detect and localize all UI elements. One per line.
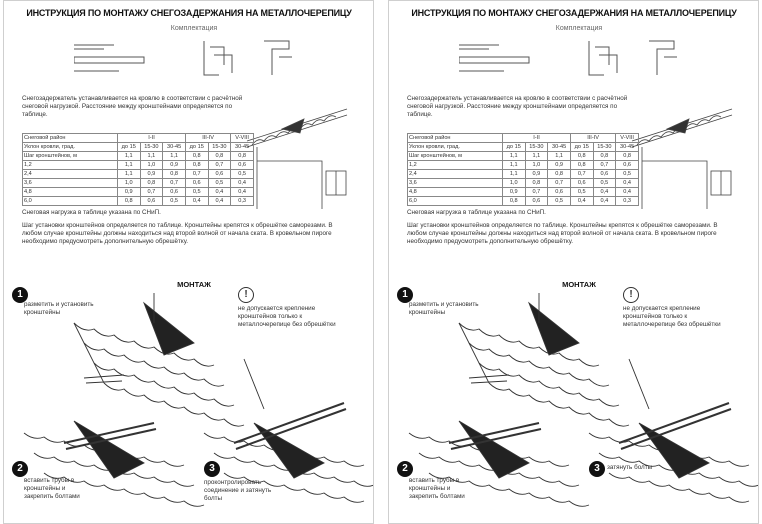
table-cell: 3,6 bbox=[408, 179, 503, 188]
kit-subtitle: Комплектация bbox=[555, 25, 603, 32]
warning-text: не допускается крепление кронштейнов только к металлочерепице без обрешётки bbox=[623, 305, 721, 328]
table-cell: 0,5 bbox=[548, 197, 571, 206]
sheet-title: ИНСТРУКЦИЯ ПО МОНТАЖУ СНЕГОЗАДЕРЖАНИЯ НА МЕТАЛЛОЧЕРЕПИЦУ bbox=[26, 8, 352, 18]
table-cell: 0,4 bbox=[231, 179, 254, 188]
table-cell: 0,5 bbox=[163, 197, 186, 206]
table-cell: до 15 bbox=[503, 143, 526, 152]
step-text: разметить и установить кронштейны bbox=[409, 301, 479, 316]
table-cell: 0,4 bbox=[231, 188, 254, 197]
instruction-sheet-left bbox=[3, 0, 374, 524]
table-cell: 0,5 bbox=[570, 188, 593, 197]
table-row bbox=[23, 188, 254, 197]
step-number-badge: 1 bbox=[397, 287, 413, 303]
table-cell: 0,4 bbox=[593, 197, 616, 206]
table-row bbox=[408, 179, 639, 188]
table-cell: 0,6 bbox=[208, 170, 231, 179]
table-header-cell: I-II bbox=[503, 134, 571, 143]
table-cell: 0,9 bbox=[163, 161, 186, 170]
warning-icon: ! bbox=[623, 287, 639, 303]
table-cell: 0,9 bbox=[140, 170, 163, 179]
snow-load-table bbox=[22, 133, 254, 206]
table-cell: 0,8 bbox=[185, 161, 208, 170]
table-cell: 0,6 bbox=[616, 161, 639, 170]
kit-subtitle: Комплектация bbox=[170, 25, 218, 32]
table-row bbox=[23, 170, 254, 179]
table-cell: 0,5 bbox=[593, 179, 616, 188]
table-cell: 0,8 bbox=[118, 197, 141, 206]
step-number-badge: 2 bbox=[397, 461, 413, 477]
table-cell: 2,4 bbox=[23, 170, 118, 179]
table-cell: 0,6 bbox=[140, 197, 163, 206]
table-row bbox=[23, 143, 254, 152]
table-cell: 0,9 bbox=[525, 170, 548, 179]
mounting-section-title: МОНТАЖ bbox=[562, 280, 596, 289]
table-cell: 1,1 bbox=[548, 152, 571, 161]
table-cell: 0,5 bbox=[208, 179, 231, 188]
table-cell: 0,5 bbox=[231, 170, 254, 179]
table-cell: 1,1 bbox=[118, 161, 141, 170]
table-header-cell: V-VIII bbox=[231, 134, 254, 143]
table-cell: 0,5 bbox=[185, 188, 208, 197]
table-cell: 0,7 bbox=[525, 188, 548, 197]
step-number-badge: 1 bbox=[12, 287, 28, 303]
table-cell: 0,6 bbox=[525, 197, 548, 206]
table-cell: 1,1 bbox=[118, 170, 141, 179]
table-cell: 0,4 bbox=[593, 188, 616, 197]
table-header-cell: Снеговой район bbox=[23, 134, 118, 143]
table-cell: 0,8 bbox=[525, 179, 548, 188]
table-row bbox=[408, 152, 639, 161]
table-header-cell: III-IV bbox=[185, 134, 230, 143]
table-cell: 30-45 bbox=[616, 143, 639, 152]
step-text: проконтролировать соединение и затянуть болты bbox=[204, 479, 272, 502]
table-cell: 0,8 bbox=[140, 179, 163, 188]
table-row bbox=[408, 143, 639, 152]
table-cell: 1,1 bbox=[118, 152, 141, 161]
table-cell: 30-45 bbox=[163, 143, 186, 152]
table-cell: 0,6 bbox=[570, 179, 593, 188]
warning-icon: ! bbox=[238, 287, 254, 303]
instruction-paragraph: Шаг установки кронштейнов определяется по таблице. Кронштейны крепятся к обрешётке саморезами. В любом случае кронштейны должны находиться над второй волной от начала ската. В кровельном пироге необходимо предусмотреть дополнительную обрешётку. bbox=[22, 222, 333, 245]
table-cell: 0,8 bbox=[185, 152, 208, 161]
roof-section-figure bbox=[627, 101, 737, 211]
step-text: вставить трубы в кронштейны и закрепить болтами bbox=[24, 477, 80, 500]
kit-components-figure bbox=[459, 35, 679, 83]
table-cell: Шаг кронштейнов, м bbox=[408, 152, 503, 161]
table-cell: 0,6 bbox=[593, 170, 616, 179]
kit-components-figure bbox=[74, 35, 294, 83]
table-cell: 0,5 bbox=[616, 170, 639, 179]
intro-text: Снегозадержатель устанавливается на кровлю в соответствии с расчётной снеговой нагрузкой. Расстояние между кронштейнами определяется по таблице. bbox=[22, 95, 243, 118]
table-cell: 0,8 bbox=[163, 170, 186, 179]
table-cell: 0,8 bbox=[548, 170, 571, 179]
table-cell: 0,4 bbox=[616, 179, 639, 188]
mounting-section-title: МОНТАЖ bbox=[177, 280, 211, 289]
table-cell: 0,4 bbox=[208, 188, 231, 197]
table-row bbox=[23, 197, 254, 206]
warning-text: не допускается крепление кронштейнов только к металлочерепице без обрешётки bbox=[238, 305, 336, 328]
table-cell: 1,1 bbox=[503, 152, 526, 161]
table-cell: 0,8 bbox=[570, 152, 593, 161]
step-number-badge: 3 bbox=[204, 461, 220, 477]
table-cell: 15-30 bbox=[208, 143, 231, 152]
roof-section-figure bbox=[242, 101, 352, 211]
table-cell: 0,7 bbox=[208, 161, 231, 170]
instruction-paragraph: Шаг установки кронштейнов определяется по таблице. Кронштейны крепятся к обрешётке саморезами. В любом случае кронштейны должны находиться над второй волной от начала ската. В кровельном пироге необходимо предусмотреть дополнительную обрешётку. bbox=[407, 222, 718, 245]
table-cell: 0,8 bbox=[208, 152, 231, 161]
table-header-cell: V-VIII bbox=[616, 134, 639, 143]
table-cell: 1,1 bbox=[140, 152, 163, 161]
step-text: затянуть болты bbox=[607, 464, 653, 471]
table-row bbox=[408, 170, 639, 179]
table-cell: 0,4 bbox=[570, 197, 593, 206]
table-row bbox=[408, 161, 639, 170]
table-cell: 1,1 bbox=[163, 152, 186, 161]
table-cell: 4,8 bbox=[408, 188, 503, 197]
table-cell: 0,7 bbox=[140, 188, 163, 197]
table-header-cell: I-II bbox=[118, 134, 186, 143]
table-cell: 0,7 bbox=[185, 170, 208, 179]
table-cell: 1,0 bbox=[140, 161, 163, 170]
table-cell: 15-30 bbox=[593, 143, 616, 152]
table-cell: 0,6 bbox=[231, 161, 254, 170]
table-cell: 15-30 bbox=[525, 143, 548, 152]
table-cell: 0,6 bbox=[163, 188, 186, 197]
table-cell: 6,0 bbox=[23, 197, 118, 206]
table-cell: 4,8 bbox=[23, 188, 118, 197]
table-cell: 1,0 bbox=[503, 179, 526, 188]
table-cell: 0,8 bbox=[593, 152, 616, 161]
table-cell: 30-45 bbox=[231, 143, 254, 152]
table-cell: 0,4 bbox=[616, 188, 639, 197]
table-row bbox=[23, 161, 254, 170]
step-text: разметить и установить кронштейны bbox=[24, 301, 94, 316]
instruction-sheet-right bbox=[388, 0, 759, 524]
table-cell: 0,4 bbox=[185, 197, 208, 206]
table-cell: 0,9 bbox=[548, 161, 571, 170]
table-cell: 0,6 bbox=[185, 179, 208, 188]
table-cell: до 15 bbox=[185, 143, 208, 152]
table-header-cell: III-IV bbox=[570, 134, 615, 143]
table-cell: 0,7 bbox=[548, 179, 571, 188]
table-header-cell: Снеговой район bbox=[408, 134, 503, 143]
step-text: вставить трубы в кронштейны и закрепить болтами bbox=[409, 477, 465, 500]
step-number-badge: 3 bbox=[589, 461, 605, 477]
table-note: Снеговая нагрузка в таблице указана по СНиП. bbox=[407, 209, 546, 216]
table-row bbox=[408, 197, 639, 206]
intro-text: Снегозадержатель устанавливается на кровлю в соответствии с расчётной снеговой нагрузкой. Расстояние между кронштейнами определяется по таблице. bbox=[407, 95, 628, 118]
table-cell: до 15 bbox=[118, 143, 141, 152]
table-cell: до 15 bbox=[570, 143, 593, 152]
table-cell: 30-45 bbox=[548, 143, 571, 152]
table-cell: 0,8 bbox=[503, 197, 526, 206]
table-cell: 0,7 bbox=[593, 161, 616, 170]
table-cell: Уклон кровли, град. bbox=[408, 143, 503, 152]
table-row bbox=[23, 152, 254, 161]
table-cell: Уклон кровли, град. bbox=[23, 143, 118, 152]
table-cell: 1,0 bbox=[525, 161, 548, 170]
table-cell: 0,7 bbox=[163, 179, 186, 188]
table-cell: 0,4 bbox=[208, 197, 231, 206]
table-cell: 0,3 bbox=[616, 197, 639, 206]
table-cell: 0,7 bbox=[570, 170, 593, 179]
table-row bbox=[23, 179, 254, 188]
table-cell: 0,9 bbox=[503, 188, 526, 197]
step-number-badge: 2 bbox=[12, 461, 28, 477]
table-cell: 1,2 bbox=[23, 161, 118, 170]
table-cell: 15-30 bbox=[140, 143, 163, 152]
table-cell: 0,8 bbox=[570, 161, 593, 170]
table-cell: 0,9 bbox=[118, 188, 141, 197]
table-cell: 3,6 bbox=[23, 179, 118, 188]
table-cell: 1,1 bbox=[503, 161, 526, 170]
table-cell: 1,1 bbox=[525, 152, 548, 161]
table-cell: 0,8 bbox=[231, 152, 254, 161]
table-cell: 0,3 bbox=[231, 197, 254, 206]
table-cell: 1,1 bbox=[503, 170, 526, 179]
table-note: Снеговая нагрузка в таблице указана по СНиП. bbox=[22, 209, 161, 216]
table-cell: 1,0 bbox=[118, 179, 141, 188]
snow-load-table bbox=[407, 133, 639, 206]
table-row bbox=[408, 188, 639, 197]
table-cell: 0,6 bbox=[548, 188, 571, 197]
table-cell: 1,2 bbox=[408, 161, 503, 170]
table-cell: 2,4 bbox=[408, 170, 503, 179]
table-cell: 0,8 bbox=[616, 152, 639, 161]
table-cell: Шаг кронштейнов, м bbox=[23, 152, 118, 161]
table-cell: 6,0 bbox=[408, 197, 503, 206]
sheet-title: ИНСТРУКЦИЯ ПО МОНТАЖУ СНЕГОЗАДЕРЖАНИЯ НА МЕТАЛЛОЧЕРЕПИЦУ bbox=[411, 8, 737, 18]
